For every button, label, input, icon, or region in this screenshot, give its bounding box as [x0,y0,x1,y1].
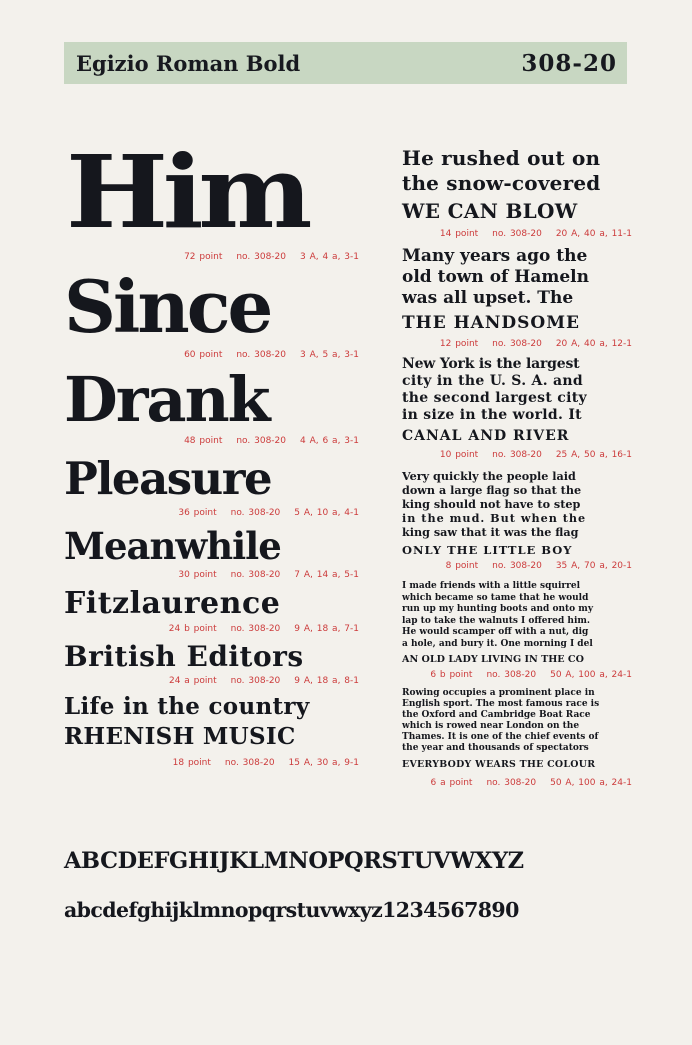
spec-6b-pt: 6 b point no. 308-20 50 A, 100 a, 24-1 [430,670,632,680]
sample-line: the Oxford and Cambridge Boat Race [402,710,591,720]
sample-caps: EVERYBODY WEARS THE COLOUR [402,759,596,770]
spec-8pt: 8 point no. 308-20 35 A, 70 a, 20-1 [445,561,632,571]
sample-line: in the mud. But when the [402,511,587,525]
typeface-name: Egizio Roman Bold [76,50,301,76]
spec-48pt: 48 point no. 308-20 4 A, 6 a, 3-1 [184,436,359,446]
sample-24a-pt: British Editors [64,640,304,673]
spec-36pt: 36 point no. 308-20 5 A, 10 a, 4-1 [178,508,359,518]
sample-line: lap to take the walnuts I offered him. [402,615,591,626]
sample-line: in size in the world. It [402,407,582,423]
sample-line: old town of Hameln [402,267,589,287]
sample-line: city in the U. S. A. and [402,373,583,389]
sample-30pt: Meanwhile [64,524,281,568]
block-6a-pt [402,688,632,788]
sample-72pt: Him [66,133,308,251]
sample-18pt-lower: Life in the country [64,693,310,720]
sample-line: Many years ago the [402,246,588,266]
block-10pt [402,356,632,460]
sample-caps: AN OLD LADY LIVING IN THE CO [402,654,584,665]
spec-18pt: 18 point no. 308-20 15 A, 30 a, 9-1 [172,758,359,768]
sample-line: a hole, and bury it. One morning I del [402,638,593,649]
sample-line: which became so tame that he would [402,592,589,603]
spec-30pt: 30 point no. 308-20 7 A, 14 a, 5-1 [178,570,359,580]
uppercase-alphabet: ABCDEFGHIJKLMNOPQRSTUVWXYZ [64,848,524,874]
sample-36pt: Pleasure [64,452,272,505]
sample-line: the year and thousands of spectators [402,743,589,753]
spec-72pt: 72 point no. 308-20 3 A, 4 a, 3-1 [184,252,359,262]
sample-caps: ONLY THE LITTLE BOY [402,543,573,557]
sample-line: English sport. The most famous race is [402,699,600,709]
sample-24b-pt: Fitzlaurence [64,586,281,621]
sample-line: the second largest city [402,390,587,406]
sample-line: which is rowed near London on the [402,721,580,731]
block-14pt [402,146,632,239]
sample-line: New York is the largest [402,356,580,372]
spec-60pt: 60 point no. 308-20 3 A, 5 a, 3-1 [184,350,359,360]
sample-line: king saw that it was the flag [402,525,579,539]
block-12pt [402,246,632,349]
lowercase-alphabet-figures: abcdefghijklmnopqrstuvwxyz1234567890 [64,898,519,922]
sample-line: the snow-covered [402,171,601,195]
spec-12pt: 12 point no. 308-20 20 A, 40 a, 12-1 [439,339,632,349]
sample-18pt-caps: RHENISH MUSIC [64,723,296,750]
sample-line: He would scamper off with a nut, dig [402,627,589,637]
sample-line: king should not have to step [402,497,581,511]
sample-caps: WE CAN BLOW [402,199,578,223]
spec-6a-pt: 6 a point no. 308-20 50 A, 100 a, 24-1 [430,778,632,788]
text-sizes-column [402,146,632,788]
sample-line: Thames. It is one of the chief events of [402,732,599,742]
sample-caps: THE HANDSOME [402,313,580,333]
large-sizes-column [64,133,359,768]
block-8pt [402,469,632,571]
spec-10pt: 10 point no. 308-20 25 A, 50 a, 16-1 [439,450,632,460]
sample-line: was all upset. The [402,288,574,308]
sample-line: down a large flag so that the [402,483,582,497]
sample-line: Very quickly the people laid [402,469,576,483]
spec-24b-pt: 24 b point no. 308-20 9 A, 18 a, 7-1 [168,624,359,634]
sample-line: Rowing occupies a prominent place in [402,688,595,698]
sample-caps: CANAL AND RIVER [402,428,570,444]
header-bar [64,42,627,84]
sample-line: I made friends with a little squirrel [402,581,580,591]
typeface-code: 308-20 [521,49,617,77]
spec-14pt: 14 point no. 308-20 20 A, 40 a, 11-1 [439,229,632,239]
block-6b-pt [402,581,632,680]
spec-24a-pt: 24 a point no. 308-20 9 A, 18 a, 8-1 [168,676,359,686]
sample-48pt: Drank [64,363,269,436]
sample-60pt: Since [64,264,271,349]
sample-line: run up my hunting boots and onto my [402,604,594,614]
sample-line: He rushed out on [402,146,601,170]
